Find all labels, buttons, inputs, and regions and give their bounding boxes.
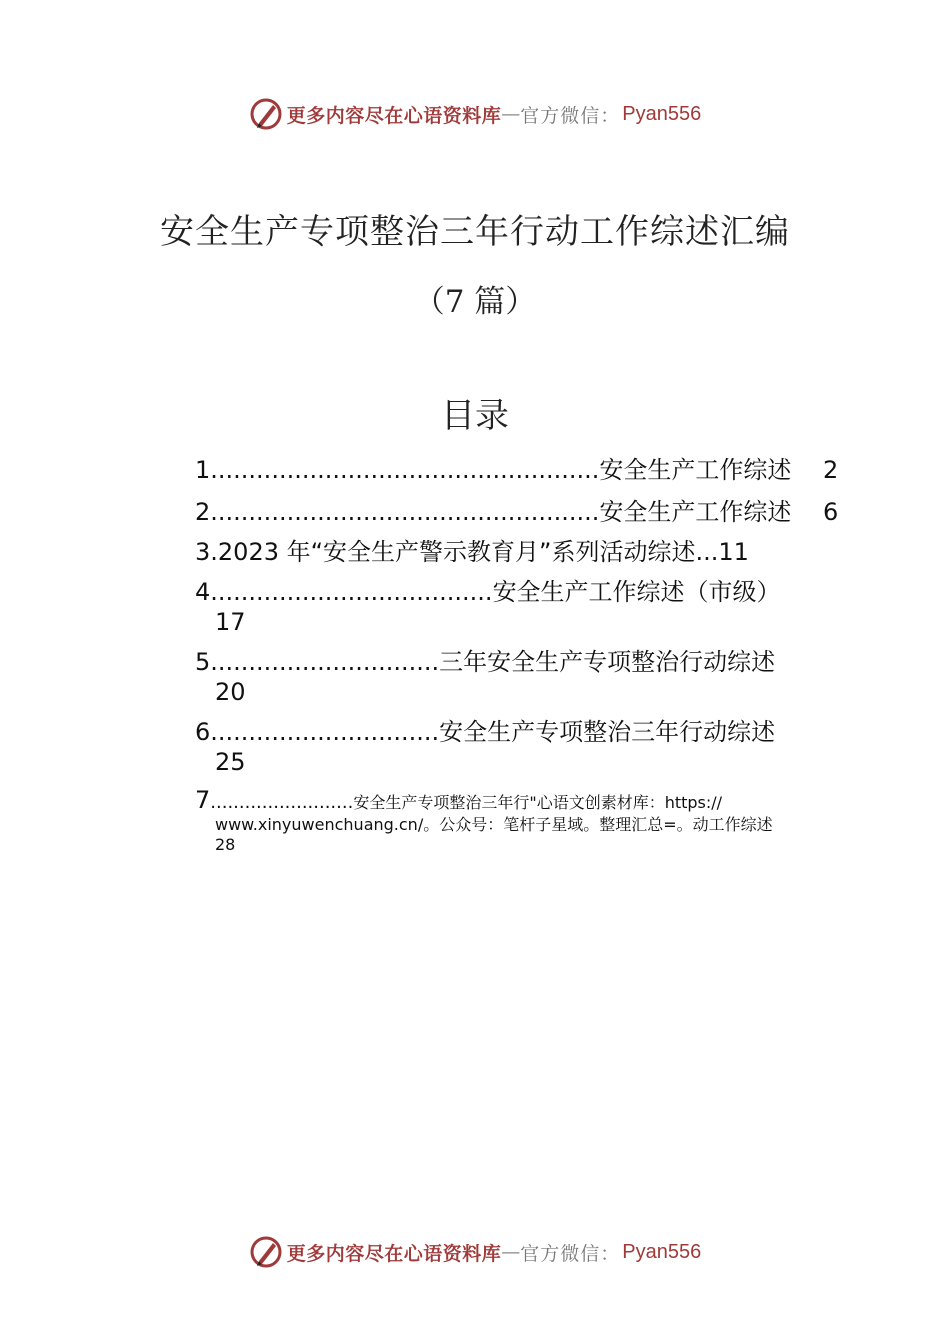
toc-title: 安全生产工作综述（市级） <box>492 578 781 606</box>
toc-leader-dots: ................................................... <box>210 456 600 484</box>
toc-number: 6 <box>195 718 211 746</box>
toc-page-number: 20 <box>215 678 246 706</box>
pen-logo-icon <box>249 1235 283 1269</box>
toc-item-7-line2: www.xinyuwenchuang.cn/。公众号：笔杆子星域。整理汇总=。动工作综述 <box>215 815 773 834</box>
toc-heading: 目录 <box>441 396 509 436</box>
banner-label: 官方微信： <box>520 104 621 127</box>
pen-logo-icon <box>249 97 283 131</box>
toc-item-1[interactable] <box>195 454 791 486</box>
banner-separator: — <box>501 103 521 125</box>
banner-text: 更多内容尽在心语资料库 <box>286 1242 502 1265</box>
toc-page-number: 6 <box>823 498 839 526</box>
banner-label: 官方微信： <box>520 1242 621 1265</box>
toc-title: 三年安全生产专项整治行动综述 <box>439 648 776 676</box>
toc-number: 2 <box>195 498 211 526</box>
toc-leader-dots: .............................. <box>210 718 440 746</box>
toc-title: 2023 年“安全生产警示教育月”系列活动综述...11 <box>217 538 749 566</box>
footer-banner <box>0 1232 950 1272</box>
banner-separator: — <box>501 1241 521 1263</box>
toc-title: 安全生产专项整治三年行动综述 <box>439 718 776 746</box>
toc-page-number: 25 <box>215 748 246 776</box>
toc-page-number: 17 <box>215 608 246 636</box>
toc-number: 7 <box>195 786 211 814</box>
toc-title: 安全生产工作综述 <box>599 498 792 526</box>
toc-leader-dots: .............................. <box>210 648 440 676</box>
toc-title: 安全生产工作综述 <box>599 456 792 484</box>
toc-page-number: 2 <box>823 456 839 484</box>
toc-number: 4 <box>195 578 211 606</box>
document-title: 安全生产专项整治三年行动工作综述汇编 <box>160 212 790 252</box>
toc-item-4[interactable] <box>195 576 781 608</box>
toc-leader-dots: ................................................... <box>210 498 600 526</box>
toc-item-3[interactable] <box>195 536 749 568</box>
toc-title-line1: 安全生产专项整治三年行"心语文创素材库：https:// <box>353 793 723 812</box>
document-subtitle: （7 篇） <box>413 284 537 320</box>
toc-number: 3. <box>195 538 218 566</box>
banner-wechat-id: Pyan556 <box>622 102 702 125</box>
banner-text: 更多内容尽在心语资料库 <box>286 104 502 127</box>
toc-item-5[interactable] <box>195 646 775 678</box>
toc-item-6[interactable] <box>195 716 775 748</box>
banner-wechat-id: Pyan556 <box>622 1240 702 1263</box>
toc-item-7[interactable] <box>195 784 722 816</box>
toc-number: 1 <box>195 456 211 484</box>
toc-page-number: 28 <box>215 835 236 854</box>
toc-leader-dots: ..................................... <box>210 578 493 606</box>
header-banner <box>0 94 950 134</box>
toc-number: 5 <box>195 648 211 676</box>
toc-leader-dots: ......................... <box>210 792 354 813</box>
toc-item-2[interactable] <box>195 496 791 528</box>
